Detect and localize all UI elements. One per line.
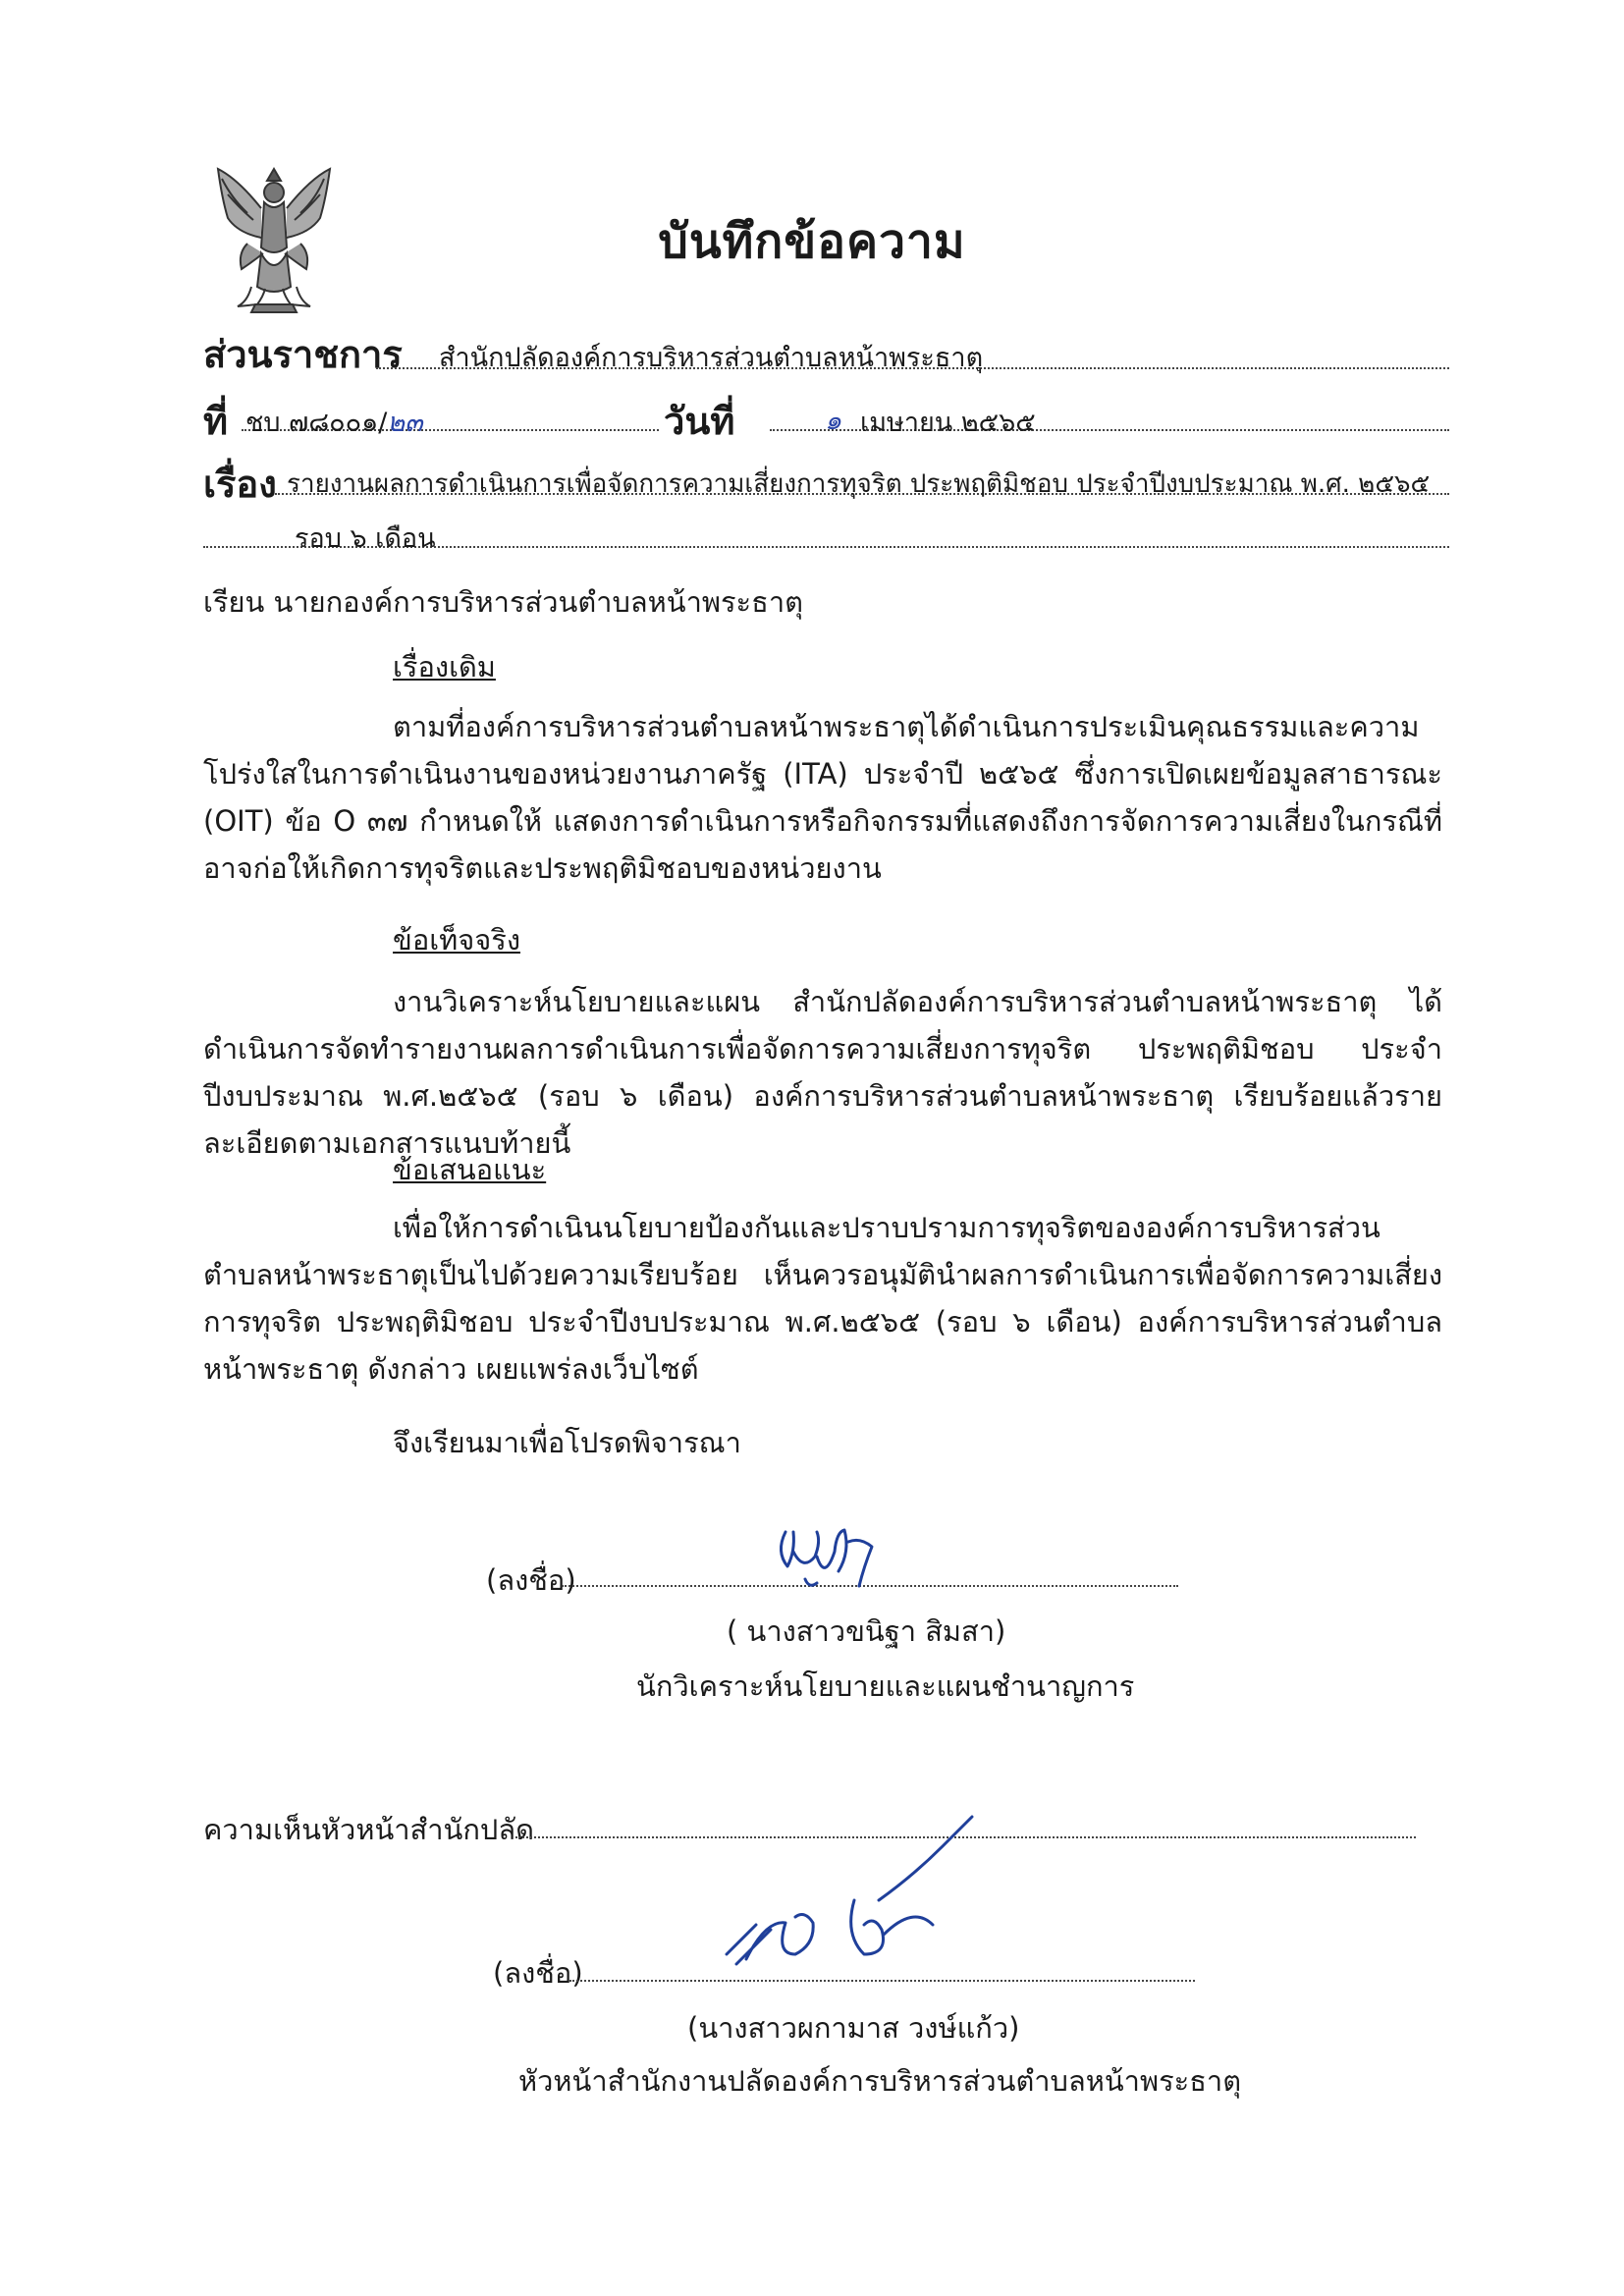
opinion-label: ความเห็นหัวหน้าสำนักปลัด: [203, 1813, 534, 1846]
memo-title: บันทึกข้อความ: [658, 214, 966, 269]
signature2-sign-label: (ลงชื่อ): [493, 1956, 583, 1990]
signature2-position: หัวหน้าสำนักงานปลัดองค์การบริหารส่วนตำบลหน้าพระธาตุ: [518, 2064, 1242, 2098]
date-value: เมษายน ๒๕๖๕: [860, 408, 1036, 438]
signature1-name: ( นางสาวขนิฐา สิมสา): [727, 1614, 1006, 1648]
ref-number-handwritten: ๒๓: [387, 408, 423, 438]
closing-text: จึงเรียนมาเพื่อโปรดพิจารณา: [393, 1426, 741, 1459]
section-heading-background: เรื่องเดิม: [393, 650, 496, 683]
section-heading-facts: ข้อเท็จจริง: [393, 923, 520, 957]
section-text-facts: งานวิเคราะห์นโยบายและแผน สำนักปลัดองค์การบริหารส่วนตำบลหน้าพระธาตุ ได้ดำเนินการจัดทำรายงานผลการดำเนินการเพื่อจัดการความเสี่ยงการทุจริต ประพฤติมิชอบ ประจำปีงบประมาณ พ.ศ.๒๕๖๕ (รอบ ๖ เดือน) องค์การบริหารส่วนตำบลหน้าพระธาตุ เรียบร้อยแล้วรายละเอียดตามเอกสารแนบท้ายนี้: [203, 985, 1442, 1160]
ref-value: ชบ ๗๘๐๐๑/๒๓: [245, 408, 423, 438]
ref-label: ที่: [203, 400, 229, 443]
department-label: ส่วนราชการ: [203, 333, 403, 376]
signature1-sign-label: (ลงชื่อ): [486, 1563, 576, 1597]
subject-line-1: รายงานผลการดำเนินการเพื่อจัดการความเสี่ยงการทุจริต ประพฤติมิชอบ ประจำปีงบประมาณ พ.ศ. ๒๕๖๕: [287, 469, 1431, 499]
section-text-recommendation: เพื่อให้การดำเนินนโยบายป้องกันและปราบปรามการทุจริตขององค์การบริหารส่วนตำบลหน้าพระธาตุเป็นไปด้วยความเรียบร้อย เห็นควรอนุมัตินำผลการดำเนินการเพื่อจัดการความเสี่ยงการทุจริต ประพฤติมิชอบ ประจำปีงบประมาณ พ.ศ.๒๕๖๕ (รอบ ๖ เดือน) องค์การบริหารส่วนตำบลหน้าพระธาตุ ดังกล่าว เผยแพร่ลงเว็บไซต์: [203, 1211, 1442, 1386]
department-value: สำนักปลัดองค์การบริหารส่วนตำบลหน้าพระธาตุ: [439, 343, 984, 373]
subject-label: เรื่อง: [203, 463, 277, 506]
date-day-handwritten: ๑: [825, 406, 842, 436]
signature2-name: (นางสาวผกามาส วงษ์แก้ว): [687, 2011, 1020, 2045]
signature1-position: นักวิเคราะห์นโยบายและแผนชำนาญการ: [636, 1669, 1135, 1703]
date-label: วันที่: [664, 400, 735, 443]
subject-line-2: รอบ ๖ เดือน: [295, 523, 436, 554]
signature2-ink: [717, 1807, 992, 1984]
section-text-background: ตามที่องค์การบริหารส่วนตำบลหน้าพระธาตุได้ดำเนินการประเมินคุณธรรมและความโปร่งใสในการดำเนินงานของหน่วยงานภาครัฐ (ITA) ประจำปี ๒๕๖๕ ซึ่งการเปิดเผยข้อมูลสาธารณะ (OIT) ข้อ O ๓๗ กำหนดให้ แสดงการดำเนินการหรือกิจกรรมที่แสดงถึงการจัดการความเสี่ยงในกรณีที่อาจก่อให้เกิดการทุจริตและประพฤติมิชอบของหน่วยงาน: [203, 710, 1442, 885]
signature1-ink: [766, 1512, 893, 1611]
section-heading-recommendation: ข้อเสนอแนะ: [393, 1153, 547, 1186]
salutation: เรียน นายกองค์การบริหารส่วนตำบลหน้าพระธาตุ: [203, 585, 803, 619]
